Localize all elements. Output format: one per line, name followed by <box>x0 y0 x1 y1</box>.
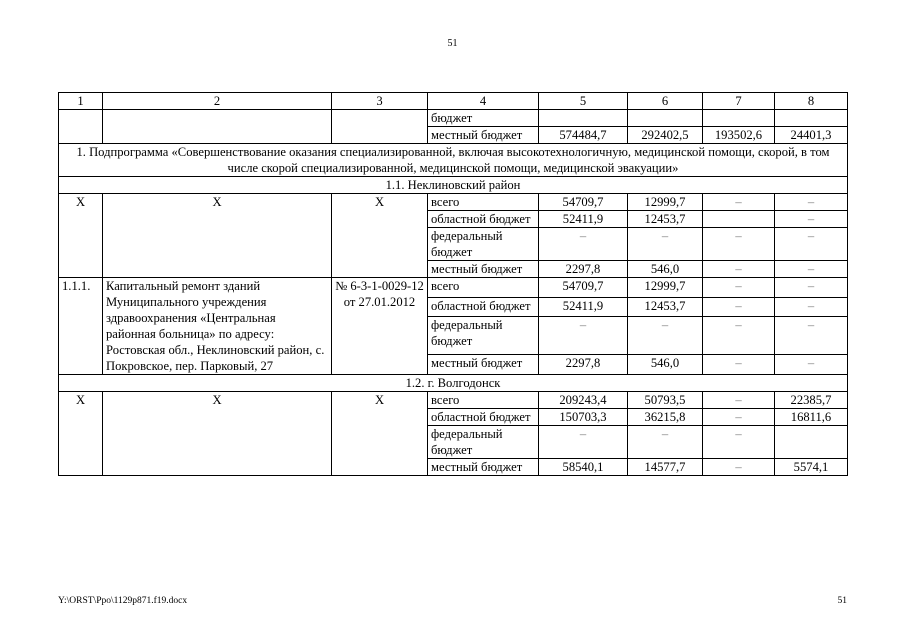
value-cell: – <box>539 426 628 459</box>
value-cell: 12999,7 <box>628 194 703 211</box>
column-header: 2 <box>103 93 332 110</box>
budget-type-cell: областной бюджет <box>428 409 539 426</box>
value-cell: – <box>628 228 703 261</box>
value-cell: 546,0 <box>628 261 703 278</box>
value-cell: – <box>703 459 775 476</box>
value-cell: 12999,7 <box>628 278 703 298</box>
value-cell: – <box>703 228 775 261</box>
value-cell: – <box>703 392 775 409</box>
footer-file-path: Y:\ORST\Ppo\1129p871.f19.docx <box>58 596 188 606</box>
value-cell: 22385,7 <box>775 392 848 409</box>
value-cell: 24401,3 <box>775 127 848 144</box>
table-row <box>59 194 848 211</box>
item-number-cell: Х <box>59 392 103 476</box>
value-cell: 292402,5 <box>628 127 703 144</box>
budget-type-cell: федеральный бюджет <box>428 426 539 459</box>
column-header: 7 <box>703 93 775 110</box>
budget-type-cell: местный бюджет <box>428 127 539 144</box>
value-cell: – <box>703 261 775 278</box>
column-header: 5 <box>539 93 628 110</box>
table-row <box>59 110 848 127</box>
value-cell: – <box>703 297 775 317</box>
table-row <box>59 278 848 298</box>
value-cell: 574484,7 <box>539 127 628 144</box>
value-cell: – <box>539 317 628 355</box>
value-cell: – <box>775 317 848 355</box>
value-cell: – <box>703 355 775 375</box>
value-cell: – <box>628 426 703 459</box>
object-name-cell: Капитальный ремонт зданий Муниципального учреждения здравоохранения «Центральная районная больница» по адресу: Ростовская обл., Неклиновский район, с. Покровское, пер. Парковый, 27 <box>103 278 332 375</box>
budget-type-cell: федеральный бюджет <box>428 228 539 261</box>
budget-type-cell: местный бюджет <box>428 355 539 375</box>
value-cell: – <box>703 278 775 298</box>
budget-table <box>58 92 848 476</box>
empty-cell <box>59 110 103 144</box>
value-cell: 546,0 <box>628 355 703 375</box>
value-cell: 193502,6 <box>703 127 775 144</box>
value-cell: – <box>775 211 848 228</box>
value-cell: 2297,8 <box>539 261 628 278</box>
value-cell: 209243,4 <box>539 392 628 409</box>
value-cell: 12453,7 <box>628 211 703 228</box>
item-number-cell: 1.1.1. <box>59 278 103 375</box>
value-cell: 54709,7 <box>539 194 628 211</box>
document-number-cell: Х <box>332 392 428 476</box>
value-cell: – <box>703 409 775 426</box>
column-header: 1 <box>59 93 103 110</box>
value-cell: – <box>775 228 848 261</box>
budget-type-cell: областной бюджет <box>428 211 539 228</box>
budget-type-cell: местный бюджет <box>428 261 539 278</box>
subprogram-title: 1. Подпрограмма «Совершенствование оказания специализированной, включая высокотехнологичную, медицинской помощи, скорой, в том числе скорой специализированной, медицинской помощи, медицинской эвакуации» <box>59 144 848 177</box>
section-title-row <box>59 375 848 392</box>
column-header: 4 <box>428 93 539 110</box>
section-title: 1.2. г. Волгодонск <box>59 375 848 392</box>
value-cell <box>775 426 848 459</box>
value-cell: – <box>775 297 848 317</box>
value-cell: 150703,3 <box>539 409 628 426</box>
header-row <box>59 93 848 110</box>
value-cell: – <box>775 194 848 211</box>
value-cell: – <box>703 426 775 459</box>
subprogram-row <box>59 144 848 177</box>
value-cell: 58540,1 <box>539 459 628 476</box>
value-cell: – <box>539 228 628 261</box>
budget-type-cell: всего <box>428 278 539 298</box>
document-number-cell: Х <box>332 194 428 278</box>
value-cell: – <box>703 317 775 355</box>
value-cell: 36215,8 <box>628 409 703 426</box>
column-header: 3 <box>332 93 428 110</box>
object-name-cell: Х <box>103 194 332 278</box>
budget-type-cell: бюджет <box>428 110 539 127</box>
value-cell <box>539 110 628 127</box>
section-title: 1.1. Неклиновский район <box>59 177 848 194</box>
empty-cell <box>332 110 428 144</box>
document-number-cell: № 6-3-1-0029-12 от 27.01.2012 <box>332 278 428 375</box>
budget-type-cell: местный бюджет <box>428 459 539 476</box>
value-cell: – <box>775 261 848 278</box>
page-number-top: 51 <box>447 38 458 49</box>
footer-page-number: 51 <box>837 596 847 606</box>
value-cell: 2297,8 <box>539 355 628 375</box>
value-cell: 12453,7 <box>628 297 703 317</box>
budget-type-cell: областной бюджет <box>428 297 539 317</box>
value-cell <box>775 110 848 127</box>
item-number-cell: Х <box>59 194 103 278</box>
value-cell: – <box>775 355 848 375</box>
value-cell: – <box>775 278 848 298</box>
value-cell: 14577,7 <box>628 459 703 476</box>
budget-type-cell: всего <box>428 194 539 211</box>
value-cell: – <box>628 317 703 355</box>
value-cell: 5574,1 <box>775 459 848 476</box>
value-cell: 16811,6 <box>775 409 848 426</box>
empty-cell <box>103 110 332 144</box>
budget-type-cell: федеральный бюджет <box>428 317 539 355</box>
object-name-cell: Х <box>103 392 332 476</box>
value-cell: 50793,5 <box>628 392 703 409</box>
column-header: 6 <box>628 93 703 110</box>
value-cell <box>703 110 775 127</box>
value-cell <box>703 211 775 228</box>
value-cell: 52411,9 <box>539 297 628 317</box>
budget-type-cell: всего <box>428 392 539 409</box>
column-header: 8 <box>775 93 848 110</box>
value-cell: 52411,9 <box>539 211 628 228</box>
section-title-row <box>59 177 848 194</box>
table-row <box>59 392 848 409</box>
value-cell <box>628 110 703 127</box>
value-cell: 54709,7 <box>539 278 628 298</box>
value-cell: – <box>703 194 775 211</box>
